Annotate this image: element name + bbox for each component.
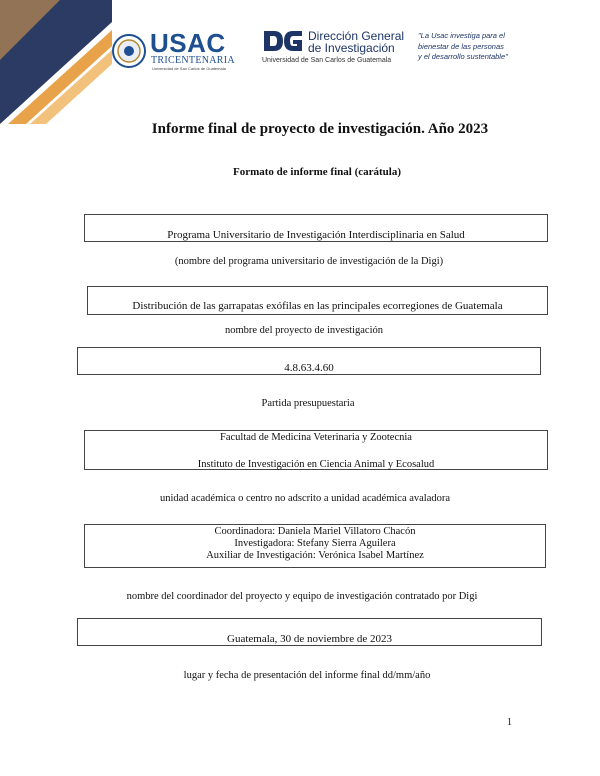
digi-subtitle: Universidad de San Carlos de Guatemala xyxy=(262,57,392,64)
unit-label: unidad académica o centro no adscrito a unidad académica avaladora xyxy=(159,493,451,504)
team-box xyxy=(84,524,546,568)
program-box xyxy=(84,214,548,242)
program-value: Programa Universitario de Investigación Interdisciplinaria en Salud xyxy=(167,229,465,241)
corner-decoration xyxy=(0,0,112,124)
team-coordinator: Coordinadora: Daniela Mariel Villatoro Chacón xyxy=(214,526,416,537)
unit-value-line1: Facultad de Medicina Veterinaria y Zootecnia xyxy=(220,432,412,443)
program-label: (nombre del programa universitario de investigación de la Digi) xyxy=(174,256,444,267)
header-quote xyxy=(418,31,568,63)
project-box xyxy=(87,286,548,315)
digi-title-line1: Dirección General xyxy=(308,29,405,43)
page-subtitle: Formato de informe final (carátula) xyxy=(232,166,401,178)
quote-line1: "La Usac investiga para el xyxy=(418,31,505,40)
budget-value: 4.8.63.4.60 xyxy=(284,362,334,374)
team-researcher: Investigadora: Stefany Sierra Aguilera xyxy=(234,538,396,549)
digi-logo-icon xyxy=(262,29,304,53)
page-title: Informe final de proyecto de investigación. Año 2023 xyxy=(151,121,489,137)
budget-label: Partida presupuestaria xyxy=(261,398,355,409)
place-date-label: lugar y fecha de presentación del informe final dd/mm/año xyxy=(183,670,431,681)
budget-box xyxy=(77,347,541,375)
unit-value-line2: Instituto de Investigación en Ciencia Animal y Ecosalud xyxy=(197,459,435,470)
quote-line3: y el desarrollo sustentable" xyxy=(418,52,508,61)
place-date-value: Guatemala, 30 de noviembre de 2023 xyxy=(227,633,392,645)
team-label: nombre del coordinador del proyecto y equipo de investigación contratado por Digi xyxy=(126,591,478,602)
unit-box xyxy=(84,430,548,470)
usac-tagline: Universidad de San Carlos de Guatemala xyxy=(152,66,226,71)
team-assistant: Auxiliar de Investigación: Verónica Isabel Martínez xyxy=(206,550,424,561)
project-label: nombre del proyecto de investigación xyxy=(224,325,384,336)
usac-seal-icon xyxy=(112,34,146,68)
project-value: Distribución de las garrapatas exófilas en las principales ecorregiones de Guatemala xyxy=(132,300,503,312)
place-date-box xyxy=(77,618,542,646)
digi-title-line2: de Investigación xyxy=(308,41,395,55)
page-number: 1 xyxy=(507,717,512,728)
usac-subtitle: TRICENTENARIA xyxy=(151,55,235,66)
quote-line2: bienestar de las personas xyxy=(418,41,504,51)
usac-logo-text: USAC xyxy=(150,28,226,58)
